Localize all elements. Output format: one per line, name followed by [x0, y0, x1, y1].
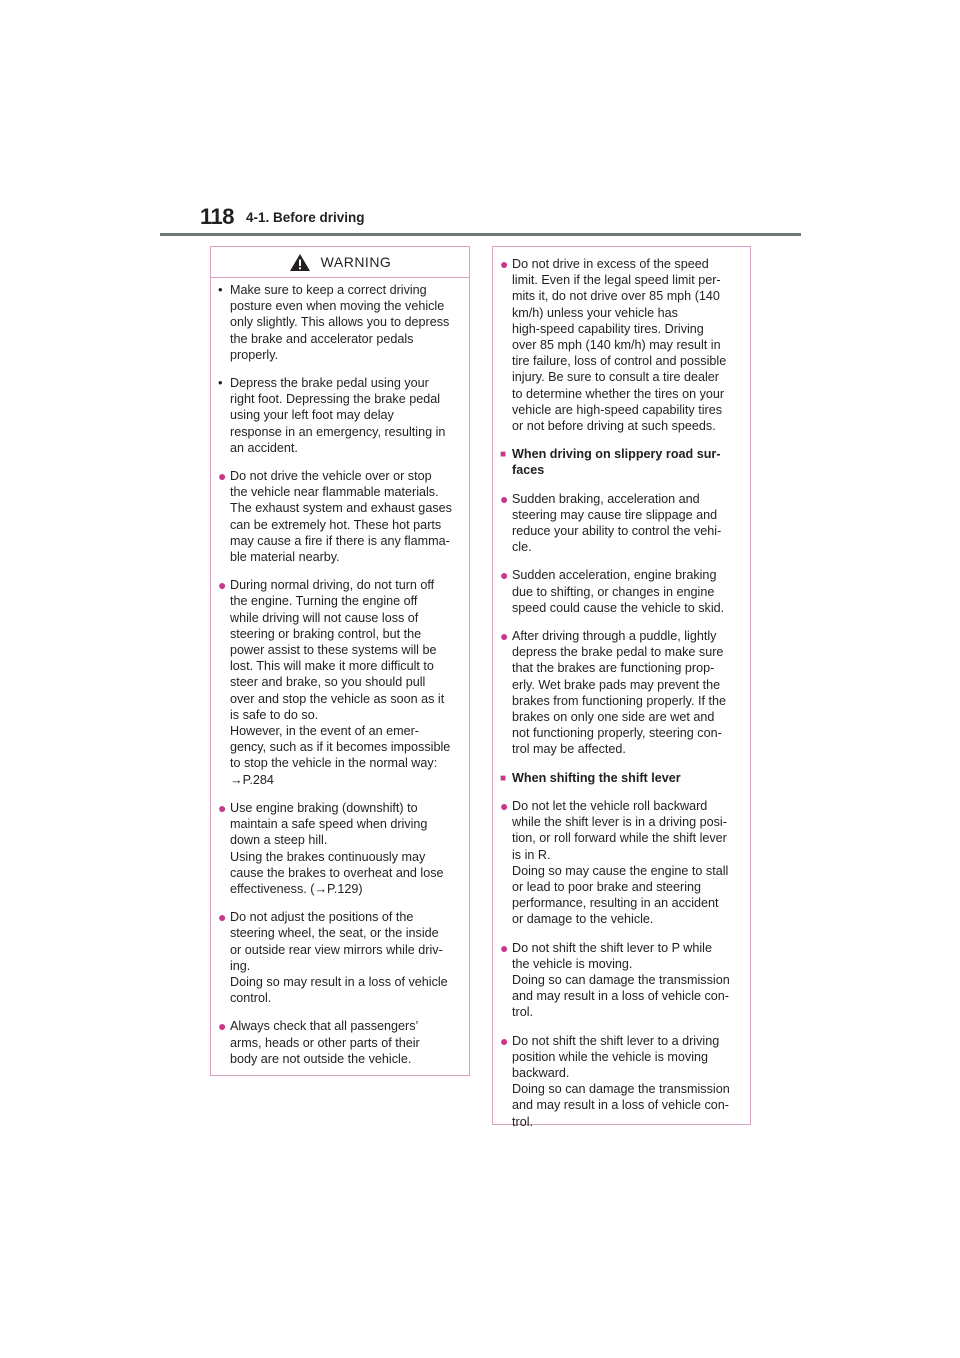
item-text: After driving through a puddle, lightly depress the brake pedal to make sure that the brakes are functioning prop- erly. Wet brake pads may prevent the brakes from functioning properly. If the brakes on only one side are wet and not functioning properly, steering con- trol may be affected.: [512, 629, 726, 757]
left-column-content: [211, 282, 469, 1067]
list-item: [217, 800, 459, 897]
item-text: Always check that all passengers’ arms, heads or other parts of their body are not outside the vehicle.: [230, 1019, 420, 1066]
circle-bullet-icon: ●: [218, 577, 227, 594]
list-item: [217, 1018, 459, 1067]
item-text: Do not let the vehicle roll backward while the shift lever is in a driving posi- tion, or roll forward while the shift lever is in R. Doing so may cause the engine to stall or lead to poor brake and steering performance, resulting in an accident or damage to the vehicle.: [512, 798, 729, 927]
list-item: [217, 577, 459, 788]
item-text: Do not drive the vehicle over or stop the vehicle near flammable materials. The exhaust system and exhaust gases can be extremely hot. These hot parts may cause a fire if there is any flamma- ble material nearby.: [230, 469, 452, 565]
circle-bullet-icon: ●: [500, 797, 509, 814]
circle-bullet-icon: ●: [218, 909, 227, 926]
section-title: 4-1. Before driving: [246, 210, 365, 225]
warning-title: WARNING: [320, 253, 392, 270]
subheading: [499, 446, 740, 478]
page-reference-link[interactable]: effectiveness. (→P.129): [230, 881, 363, 896]
item-text: Sudden braking, acceleration and steering may cause tire slippage and reduce your ability to control the vehi- cle.: [512, 491, 722, 555]
item-text: Do not shift the shift lever to a driving position while the vehicle is moving backward. Doing so can damage the transmission and may result in a loss of vehicle con- trol.: [512, 1033, 730, 1129]
subheading-text: When driving on slippery road sur- faces: [512, 447, 721, 478]
item-text: Sudden acceleration, engine braking due to shifting, or changes in engine speed could cause the vehicle to skid.: [512, 568, 725, 615]
page-number: 118: [200, 204, 234, 229]
right-column-content: [493, 247, 750, 1130]
list-item: [499, 1033, 740, 1130]
page-header: [200, 204, 800, 234]
circle-bullet-icon: ●: [500, 939, 509, 956]
list-item: [499, 567, 740, 616]
page-reference-link[interactable]: →P.284: [230, 772, 274, 787]
list-item: [499, 491, 740, 556]
circle-bullet-icon: ●: [218, 799, 227, 816]
list-item: [499, 798, 740, 928]
list-item: [499, 940, 740, 1021]
square-bullet-icon: ■: [500, 449, 507, 461]
warning-box-right: [492, 246, 751, 1129]
warning-header: [211, 247, 469, 278]
dash-bullet: •: [218, 282, 223, 297]
circle-bullet-icon: ●: [500, 628, 509, 645]
circle-bullet-icon: ●: [500, 490, 509, 507]
square-bullet-icon: ■: [500, 772, 507, 784]
header-rule: [160, 233, 801, 236]
list-item: [217, 468, 459, 565]
circle-bullet-icon: ●: [500, 567, 509, 584]
circle-bullet-icon: ●: [500, 1032, 509, 1049]
subheading: [499, 770, 740, 786]
circle-bullet-icon: ●: [218, 468, 227, 485]
item-text: During normal driving, do not turn off the engine. Turning the engine off while driving will not cause loss of steering or braking control, but the power assist to these systems will be lost. This will make it more difficult to steer and brake, so you should pull over and stop the vehicle as soon as it is safe to do so. However, in the event of an emer- gency, such as if it becomes impossible to stop the vehicle in the normal way: →P.284: [230, 578, 451, 787]
warning-box-left: [210, 246, 470, 1076]
subheading-text: When shifting the shift lever: [512, 770, 681, 785]
list-item: [217, 909, 459, 1006]
list-item: [499, 256, 740, 434]
item-text: Do not shift the shift lever to P while the vehicle is moving. Doing so can damage the transmission and may result in a loss of vehicle con- trol.: [512, 940, 730, 1020]
item-text: Depress the brake pedal using your right foot. Depressing the brake pedal using your left foot may delay response in an emergency, resulting in an accident.: [230, 376, 446, 455]
item-text: Do not drive in excess of the speed limit. Even if the legal speed limit per- mits it, do not drive over 85 mph (140 km/h) unless your vehicle has high-speed capability tires. Driving over 85 mph (140 km/h) may result in tire failure, loss of control and possible injury. Be sure to consult a tire dealer to determine whether the tires on your vehicle are high-speed capability tires or not before driving at such speeds.: [512, 257, 727, 434]
list-item: [217, 375, 459, 456]
dash-bullet: •: [218, 375, 223, 391]
circle-bullet-icon: ●: [218, 1018, 227, 1035]
item-text: Use engine braking (downshift) to maintain a safe speed when driving down a steep hill. Using the brakes continuously may cause the brakes to overheat and lose effectiveness. (→P.129): [230, 800, 444, 896]
item-text: Do not adjust the positions of the steering wheel, the seat, or the inside or outside rear view mirrors while driv- ing. Doing so may result in a loss of vehicle control.: [230, 910, 448, 1006]
circle-bullet-icon: ●: [500, 256, 509, 272]
list-item: [499, 628, 740, 758]
warning-triangle-icon: [289, 253, 311, 272]
list-item: [217, 282, 459, 363]
item-text: Make sure to keep a correct driving posture even when moving the vehicle only slightly. This allows you to depress the brake and accelerator pedals properly.: [230, 283, 450, 362]
